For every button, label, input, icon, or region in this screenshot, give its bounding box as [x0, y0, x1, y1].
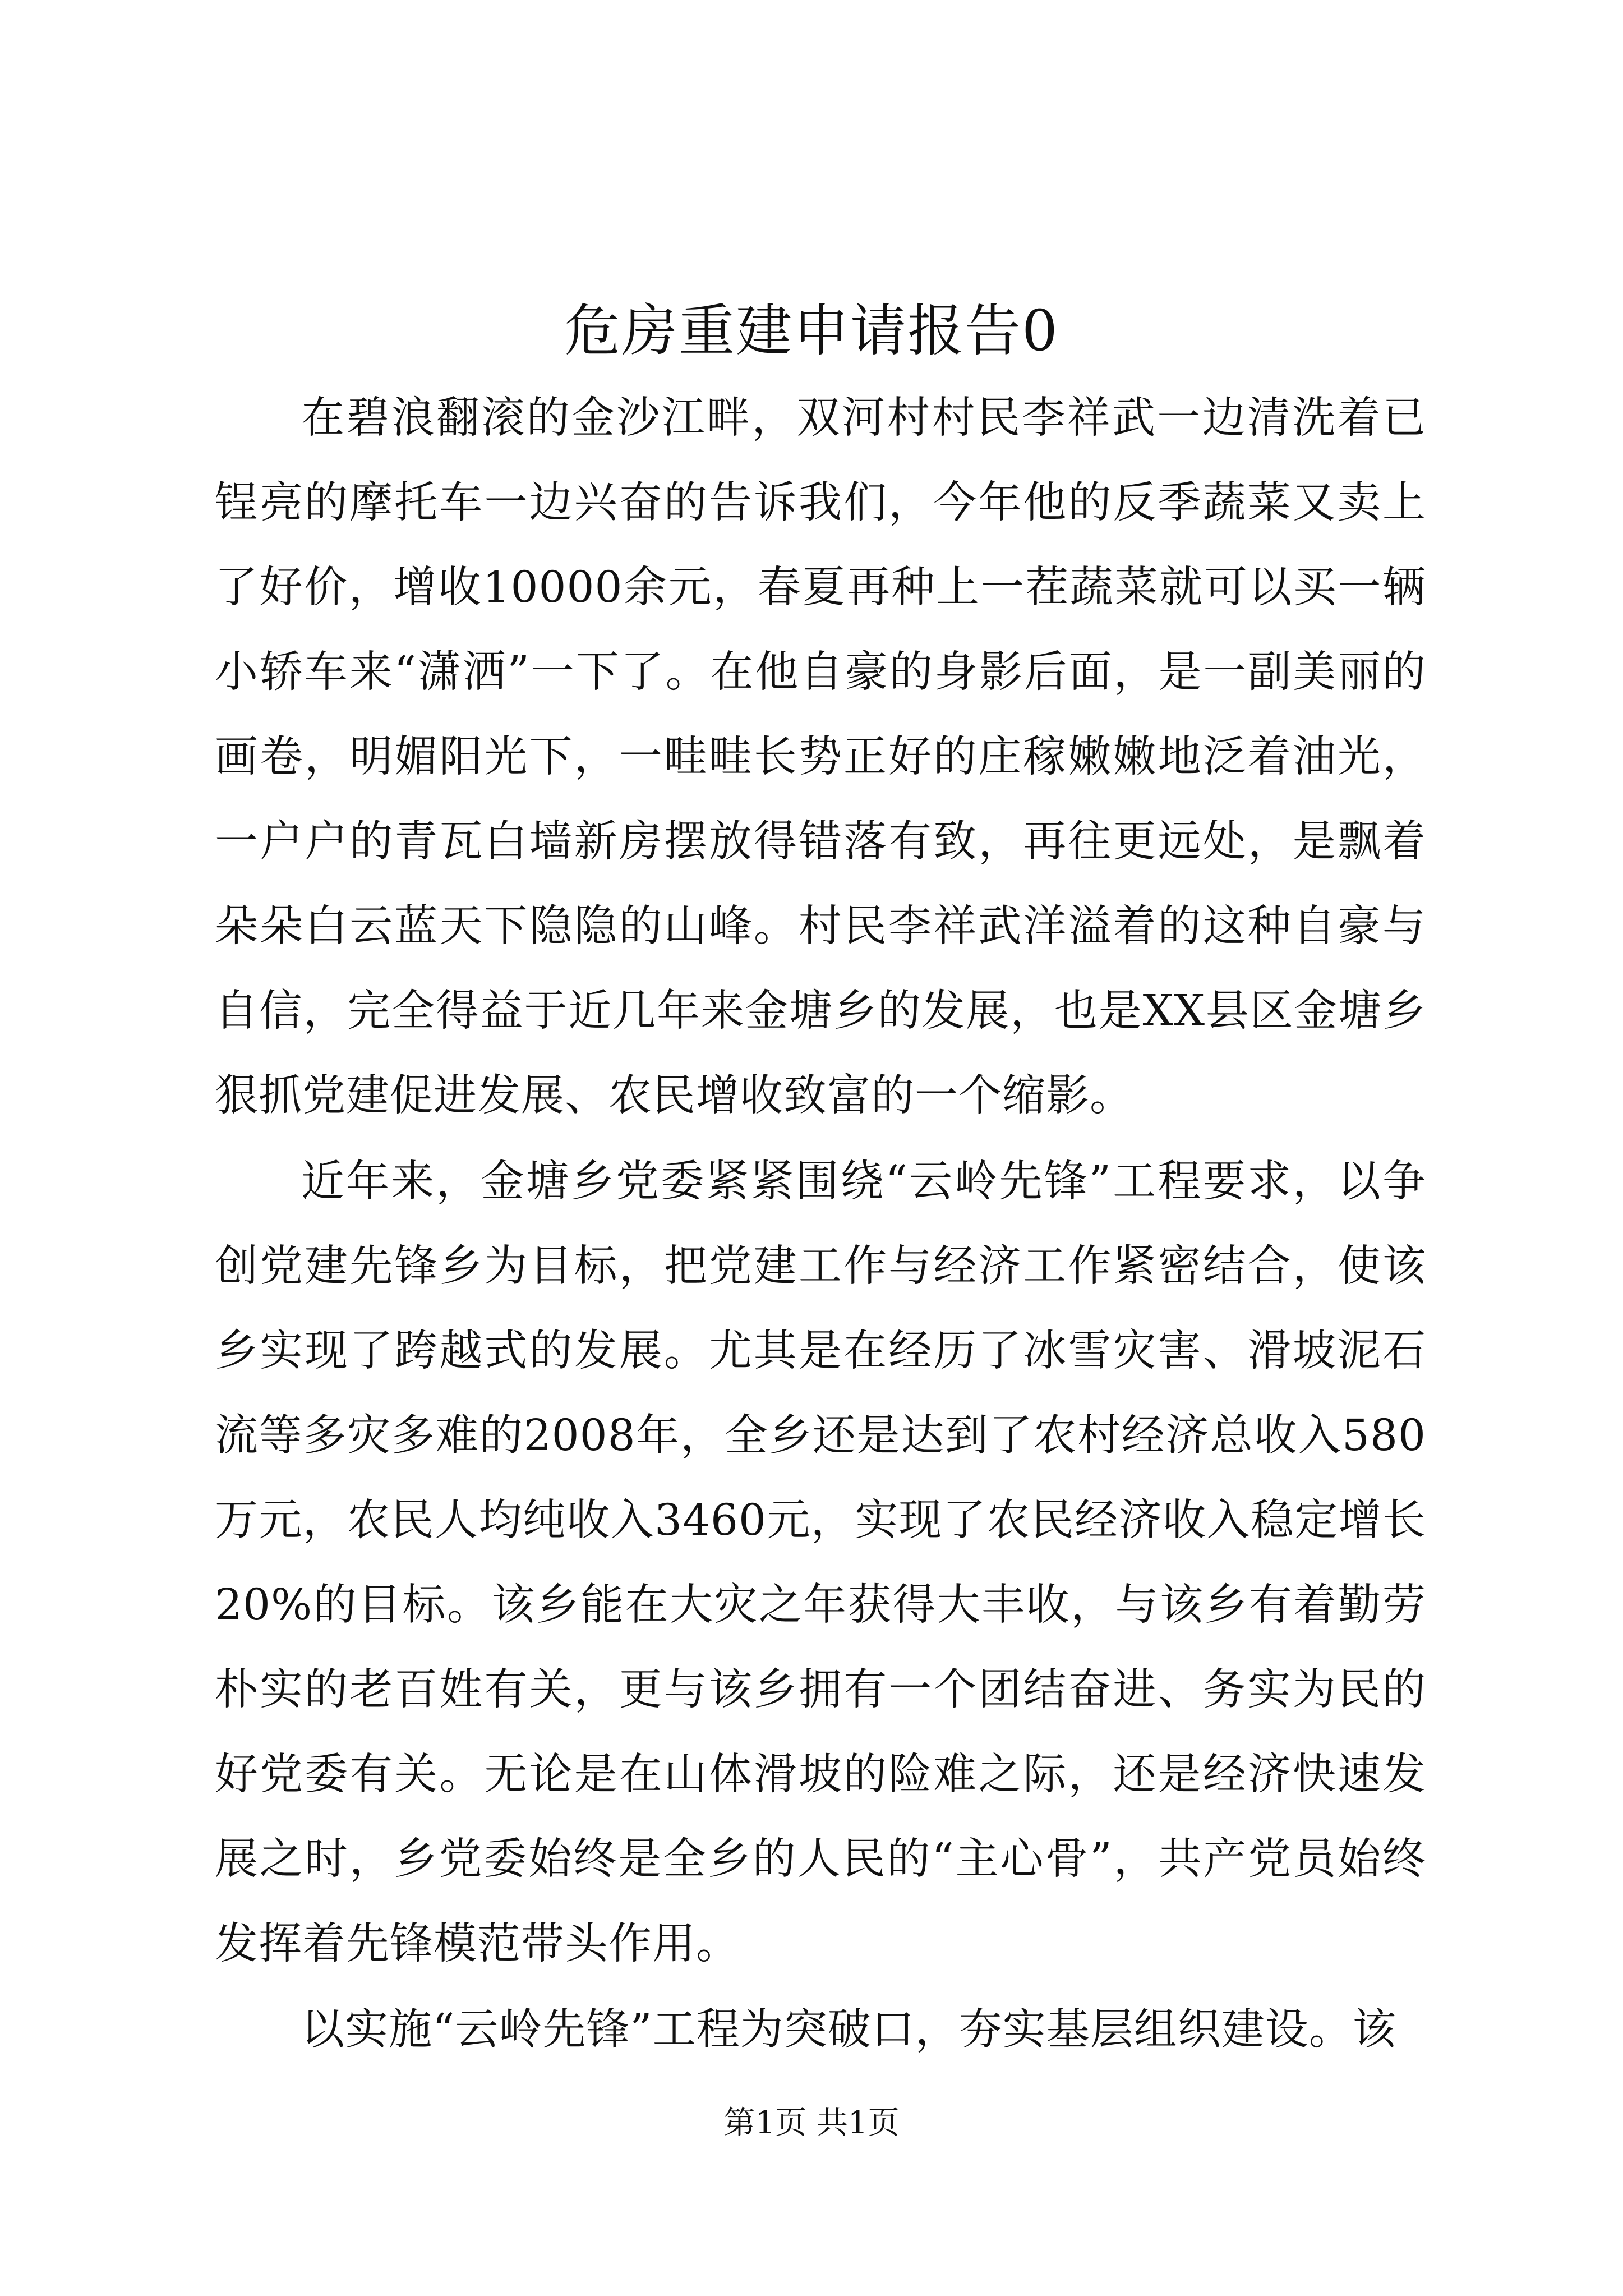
page-footer: 第1页 共1页	[723, 2105, 900, 2141]
paragraph-1: 在碧浪翻滚的金沙江畔，双河村村民李祥武一边清洗着已锃亮的摩托车一边兴奋的告诉我们，今年他的反季蔬菜又卖上了好价，增收10000余元，春夏再种上一茬蔬菜就可以买一辆小轿车来“潇洒”一下了。在他自豪的身影后面，是一副美丽的画卷，明媚阳光下，一畦畦长势正好的庄稼嫩嫩地泛着油光，一户户的青瓦白墙新房摆放得错落有致，再往更远处，是飘着朵朵白云蓝天下隐隐的山峰。村民李祥武洋溢着的这种自豪与自信，完全得益于近几年来金塘乡的发展，也是XX县区金塘乡狠抓党建促进发展、农民增收致富的一个缩影。	[215, 393, 1426, 1121]
document-title: 危房重建申请报告0	[564, 298, 1059, 364]
paragraph-3: 以实施“云岭先锋”工程为突破口，夯实基层组织建设。该	[301, 2005, 1396, 2055]
paragraph-2: 近年来，金塘乡党委紧紧围绕“云岭先锋”工程要求，以争创党建先锋乡为目标，把党建工作与经济工作紧密结合，使该乡实现了跨越式的发展。尤其是在经历了冰雪灾害、滑坡泥石流等多灾多难的2008年，全乡还是达到了农村经济总收入580万元，农民人均纯收入3460元，实现了农民经济收入稳定增长20%的目标。该乡能在大灾之年获得大丰收，与该乡有着勤劳朴实的老百姓有关，更与该乡拥有一个团结奋进、务实为民的好党委有关。无论是在山体滑坡的险难之际，还是经济快速发展之时，乡党委始终是全乡的人民的“主心骨”，共产党员始终发挥着先锋模范带头作用。	[215, 1157, 1426, 1969]
document-body	[215, 376, 1426, 2072]
